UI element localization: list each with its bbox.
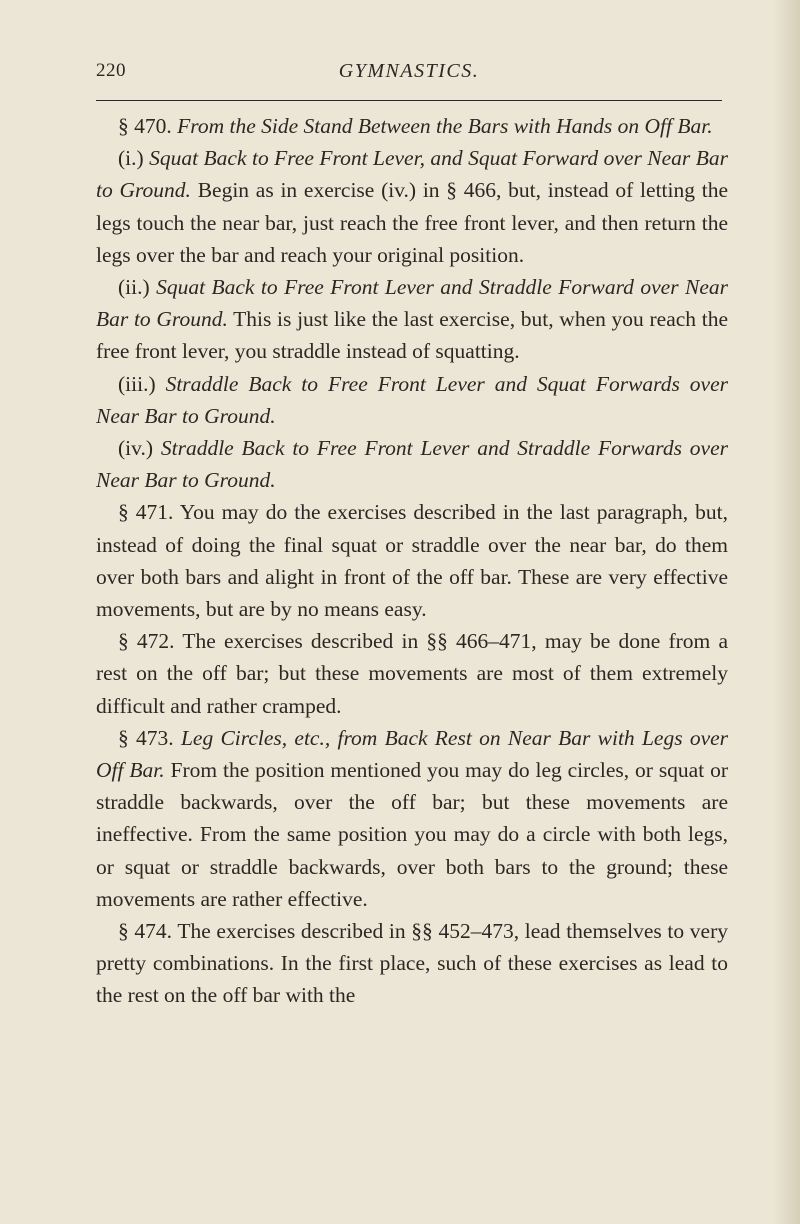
paragraph-470-iii <box>96 368 728 432</box>
paragraph-label: § 470. <box>118 114 172 138</box>
body-text <box>96 110 728 1012</box>
page-edge-shade <box>772 0 800 1224</box>
header-rule <box>96 100 722 101</box>
exercise-heading: Leg Circles, etc., from Back Rest on Near Bar with Legs over Off Bar. <box>96 725 729 783</box>
paragraph-text: The exercises described in §§ 466–471, may be done from a rest on the off bar; but these movements are most of them extremely difficult and rather cramped. <box>96 629 728 718</box>
exercise-heading: From the Side Stand Between the Bars with Hands on Off Bar. <box>177 114 713 138</box>
paragraph-label: § 474. <box>118 919 173 944</box>
paragraph-471 <box>96 496 728 625</box>
paragraph-474 <box>96 915 728 1012</box>
paragraph-label: (iii.) <box>118 371 156 396</box>
paragraph-label: (ii.) <box>118 275 150 300</box>
running-title: GYMNASTICS. <box>338 60 480 82</box>
paragraph-text: From the position mentioned you may do leg circles, or squat or straddle backwards, over the off bar; but these movements are ineffective. From the same position you may do a circle with both legs, or squat or straddle backwards, over both bars to the ground; these movements are rather effective. <box>96 758 729 911</box>
exercise-heading: Squat Back to Free Front Lever and Straddle Forward over Near Bar to Ground. <box>96 275 728 332</box>
paragraph-470-ii <box>96 271 728 368</box>
paragraph-text: This is just like the last exercise, but, when you reach the free front lever, you straddle instead of squatting. <box>96 307 728 364</box>
paragraph-470-iv <box>96 432 728 496</box>
exercise-heading: Squat Back to Free Front Lever, and Squat Forward over Near Bar to Ground. <box>96 146 728 203</box>
page-number: 220 <box>96 60 126 81</box>
paragraph-text: Begin as in exercise (iv.) in § 466, but, instead of letting the legs touch the near bar, just reach the free front lever, and then return the legs over the bar and reach your original position. <box>96 178 728 267</box>
paragraph-label: § 472. <box>118 629 175 654</box>
exercise-heading: Straddle Back to Free Front Lever and Squat Forwards over Near Bar to Ground. <box>96 371 729 428</box>
paragraph-472 <box>96 625 728 722</box>
paragraph-label: § 471. <box>118 500 174 525</box>
exercise-heading: Straddle Back to Free Front Lever and Straddle Forwards over Near Bar to Ground. <box>96 436 728 493</box>
page-header <box>96 52 722 92</box>
paragraph-label: § 473. <box>118 725 174 750</box>
paragraph-473 <box>96 722 728 915</box>
paragraph-label: (i.) <box>118 146 144 171</box>
paragraph-text: The exercises described in §§ 452–473, lead themselves to very pretty combinations. In the first place, such of these exercises as lead to the rest on the off bar with the <box>96 919 728 1008</box>
paragraph-text: You may do the exercises described in the last paragraph, but, instead of doing the final squat or straddle over the near bar, do them over both bars and alight in front of the off bar. These are very effective movements, but are by no means easy. <box>96 500 729 622</box>
paragraph-470 <box>96 110 728 142</box>
paragraph-470-i <box>96 142 728 271</box>
paragraph-label: (iv.) <box>118 436 154 461</box>
